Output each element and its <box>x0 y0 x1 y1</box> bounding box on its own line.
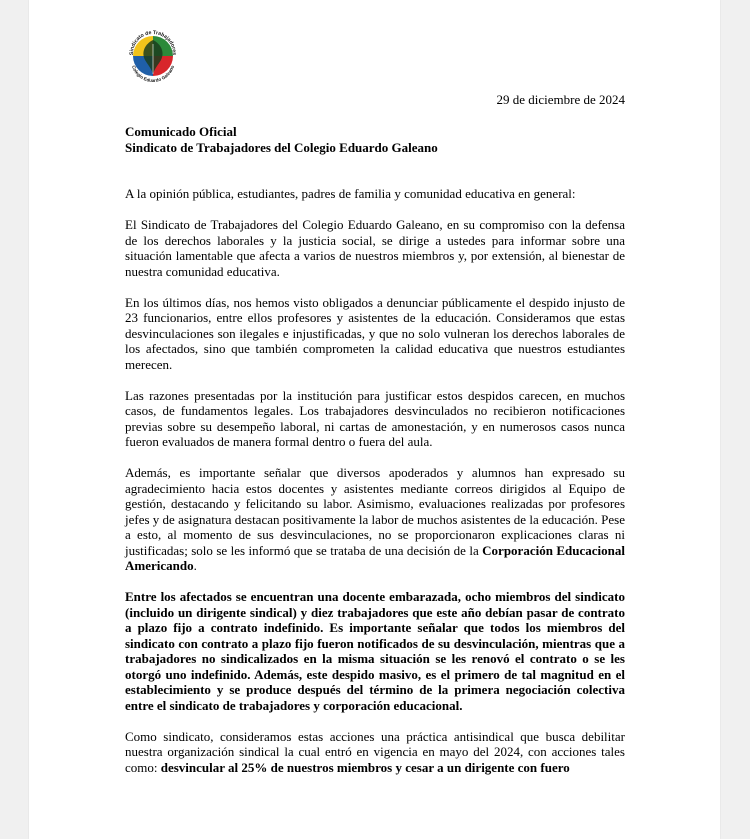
logo-arc-text: Sindicato de Trabajadores <box>128 29 178 56</box>
paragraph-reasons: Las razones presentadas por la institución para justificar estos despidos carecen, en muchos casos, de fundamentos legales. Los trabajadores desvinculados no recibieron notificaciones previas sobre su desempeño laboral, ni cartas de amonestación, y en numerosos casos nunca fueron evaluados de manera formal dentro o fuera del aula. <box>125 387 625 449</box>
document-body <box>125 124 625 791</box>
heading-title: Comunicado Oficial <box>125 124 237 139</box>
paragraph-intro: El Sindicato de Trabajadores del Colegio Eduardo Galeano, en su compromiso con la defensa de los derechos laborales y la justicia social, se dirige a ustedes para informar sobre una situación lamentable que afecta a varios de nuestros miembros y, por extensión, al bienestar de nuestra comunidad educativa. <box>125 217 625 279</box>
paragraph-support-text: Además, es importante señalar que diversos apoderados y alumnos han expresado su agradecimiento hacia estos docentes y asistentes mediante correos dirigidos al Equipo de gestión, destacando y felicitando su labor. Asimismo, evaluaciones realizadas por profesores jefes y de asignatura destacan positivamente la labor de muchos asistentes de la educación. Pese a esto, al momento de sus desvinculaciones, no se proporcionaron explicaciones claras ni justificadas; solo se les informó que se trataba de una decisión de la <box>125 465 625 558</box>
paragraph-antiunion-text: Como sindicato, consideramos estas acciones una práctica antisindical que busca debilitar nuestra organización sindical la cual entró en vigencia en mayo del 2024, con acciones tales como: <box>125 728 625 775</box>
corporation-name: Corporación Educacional Americando <box>125 542 625 573</box>
heading-subtitle: Sindicato de Trabajadores del Colegio Eduardo Galeano <box>125 139 438 155</box>
paragraph-support <box>125 465 625 574</box>
logo-bottom-text: Colegio Eduardo Galeano <box>130 64 176 84</box>
paragraph-support-end: . <box>193 558 197 573</box>
document-date: 29 de diciembre de 2024 <box>496 92 625 107</box>
paragraph-antiunion-bold: desvincular al 25% de nuestros miembros y cesar a un dirigente con fuero <box>160 759 570 775</box>
paragraph-affected: Entre los afectados se encuentran una docente embarazada, ocho miembros del sindicato (incluido un dirigente sindical) y diez trabajadores que este año debían pasar de contrato a plazo fijo a contrato indefinido. Es importante señalar que todos los miembros del sindicato con contrato a plazo fijo fueron notificados de su desvinculación, mientras que a trabajadores no sindicalizados en la misma situación se les renovó el contrato o se les otorgó uno indefinido. Además, este despido masivo, es el primero de tal magnitud en el establecimiento y se produce después del término de la primera negociación colectiva entre el sindicato de trabajadores y corporación educacional. <box>125 589 625 713</box>
paragraph-antiunion <box>125 729 625 776</box>
paragraph-dismissals: En los últimos días, nos hemos visto obligados a denunciar públicamente el despido injusto de 23 funcionarios, entre ellos profesores y asistentes de la educación. Consideramos que estas desvinculaciones son ilegales e injustificadas, y que no solo vulneran los derechos laborales de los afectados, sino que también comprometen la calidad educativa que nuestros estudiantes merecen. <box>125 294 625 372</box>
union-logo <box>121 24 185 88</box>
document-page <box>29 0 720 839</box>
paragraph-salutation: A la opinión pública, estudiantes, padres de familia y comunidad educativa en general: <box>125 186 576 201</box>
